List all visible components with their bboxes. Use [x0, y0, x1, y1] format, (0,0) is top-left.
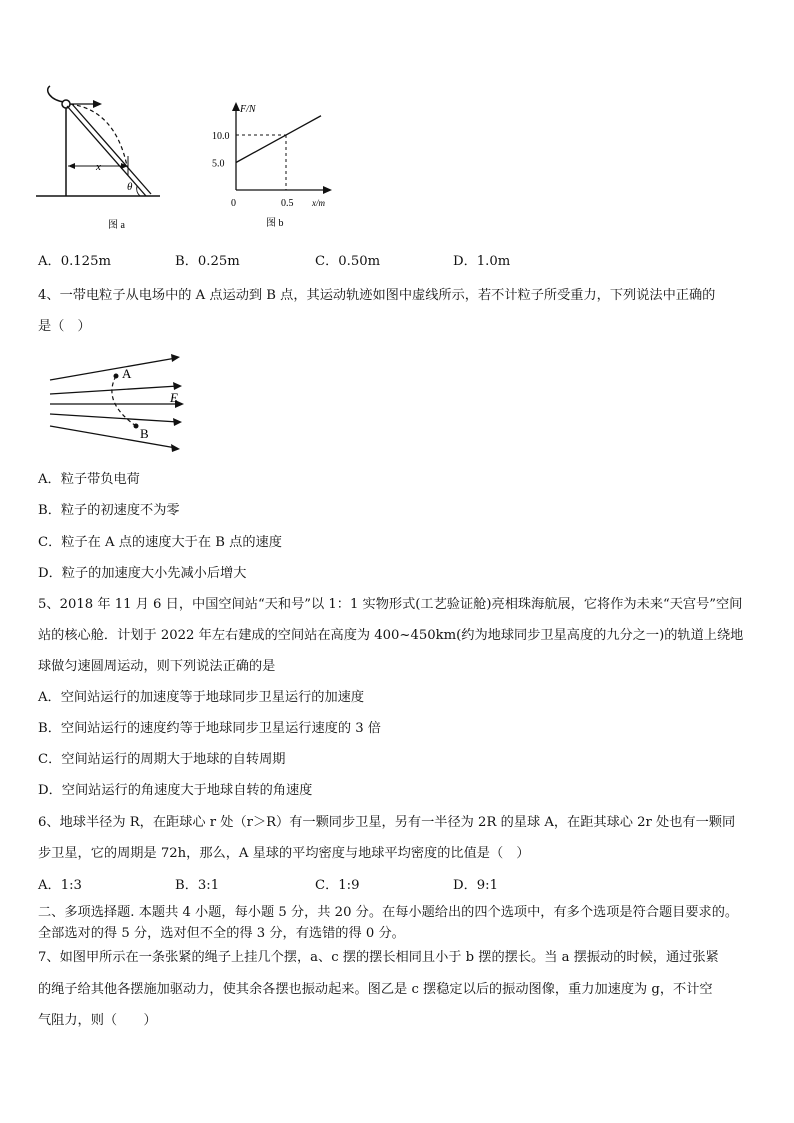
field-line-4 — [50, 414, 178, 422]
q4-stem-line-1: 4、一带电粒子从电场中的 A 点运动到 B 点，其运动轨迹如图中虚线所示，若不计粒子所受重力，下列说法中正确的 — [38, 288, 716, 303]
q4-option-d[interactable]: D．粒子的加速度大小先减小后增大 — [38, 566, 247, 581]
q6-option-a[interactable]: A．1:3 — [38, 878, 82, 893]
fig-a-hook — [48, 86, 64, 102]
q3-option-b[interactable]: B．0.25m — [175, 254, 240, 269]
field-e-label: E — [170, 390, 178, 405]
figure-b — [208, 100, 348, 230]
q5-option-b[interactable]: B．空间站运行的速度约等于地球同步卫星运行速度的 3 倍 — [38, 721, 381, 736]
q5-option-c[interactable]: C．空间站运行的周期大于地球的自转周期 — [38, 752, 286, 767]
point-a-label: A — [122, 366, 132, 381]
fig-a-incline-1 — [67, 106, 146, 196]
section-2-heading-line-1: 二、多项选择题. 本题共 4 小题，每小题 5 分，共 20 分。在每小题给出的四个选项中，有多个选项是符合题目要求的。 — [38, 905, 739, 920]
q6-option-b[interactable]: B．3:1 — [175, 878, 220, 893]
fig-a-theta: θ — [127, 181, 133, 193]
fig-b-y-tick-label: 5.0 — [212, 158, 225, 170]
field-figure — [44, 352, 194, 452]
field-line-5 — [50, 426, 176, 448]
q5-stem-line-1: 5、2018 年 11 月 6 日，中国空间站“天和号”以 1：1 实物形式(工艺验证舱)亮相珠海航展，它将作为未来“天宫号”空间 — [38, 597, 743, 612]
q7-stem-line-2: 的绳子给其他各摆施加驱动力，使其余各摆也振动起来。图乙是 c 摆稳定以后的振动图像，重力加速度为 g，不计空 — [38, 982, 713, 997]
point-b-label: B — [140, 426, 149, 441]
q5-stem-line-3: 球做匀速圆周运动，则下列说法正确的是 — [38, 659, 276, 674]
field-line-1 — [50, 358, 176, 380]
section-2-heading-line-2: 全部选对的得 5 分，选对但不全的得 3 分，有选错的得 0 分。 — [38, 926, 405, 941]
fig-b-y-tick-label: 10.0 — [212, 131, 230, 142]
fig-b-caption: 图 b — [266, 218, 284, 229]
q4-option-a[interactable]: A．粒子带负电荷 — [38, 472, 140, 487]
q6-option-d[interactable]: D．9:1 — [453, 878, 498, 893]
q5-option-d[interactable]: D．空间站运行的角速度大于地球自转的角速度 — [38, 783, 313, 798]
q7-stem-line-1: 7、如图甲所示在一条张紧的绳子上挂几个摆，a、c 摆的摆长相同且小于 b 摆的摆长。当 a 摆振动的时候，通过张紧 — [38, 950, 719, 965]
q6-stem-line-1: 6、地球半径为 R，在距球心 r 处（r＞R）有一颗同步卫星，另有一半径为 2R 的星球 A，在距其球心 2r 处也有一颗同 — [38, 815, 736, 830]
q3-option-c[interactable]: C．0.50m — [315, 254, 381, 269]
q3-option-a[interactable]: A．0.125m — [38, 254, 111, 269]
q4-option-c[interactable]: C．粒子在 A 点的速度大于在 B 点的速度 — [38, 535, 282, 550]
q4-stem-line-2: 是（ ） — [38, 319, 91, 334]
fig-b-y-label: F/N — [240, 104, 256, 115]
fig-b-x-tick-label: 0 — [231, 198, 236, 209]
fig-a-x-label: x — [96, 161, 101, 173]
point-b-dot — [134, 424, 139, 429]
q5-stem-line-2: 站的核心舱．计划于 2022 年左右建成的空间站在高度为 400~450km(约为地球同步卫星高度的九分之一)的轨道上绕地 — [38, 628, 744, 643]
fig-a-ball — [62, 100, 70, 108]
q5-option-a[interactable]: A．空间站运行的加速度等于地球同步卫星运行的加速度 — [38, 690, 365, 705]
field-line-2 — [50, 386, 178, 394]
figure-a — [30, 80, 170, 230]
fig-a-incline-2 — [72, 104, 151, 194]
q7-stem-line-3: 气阻力，则（ ） — [38, 1013, 157, 1028]
fig-b-x-label: x/m — [312, 198, 325, 208]
fig-b-x-tick-label: 0.5 — [281, 198, 294, 209]
q6-option-c[interactable]: C．1:9 — [315, 878, 360, 893]
fig-b-series-line — [236, 116, 321, 163]
q6-stem-line-2: 步卫星，它的周期是 72h，那么，A 星球的平均密度与地球平均密度的比值是（ ） — [38, 846, 530, 861]
fig-a-caption: 图 a — [108, 220, 125, 230]
q3-option-d[interactable]: D．1.0m — [453, 254, 511, 269]
point-a-dot — [114, 374, 119, 379]
q4-option-b[interactable]: B．粒子的初速度不为零 — [38, 503, 180, 518]
